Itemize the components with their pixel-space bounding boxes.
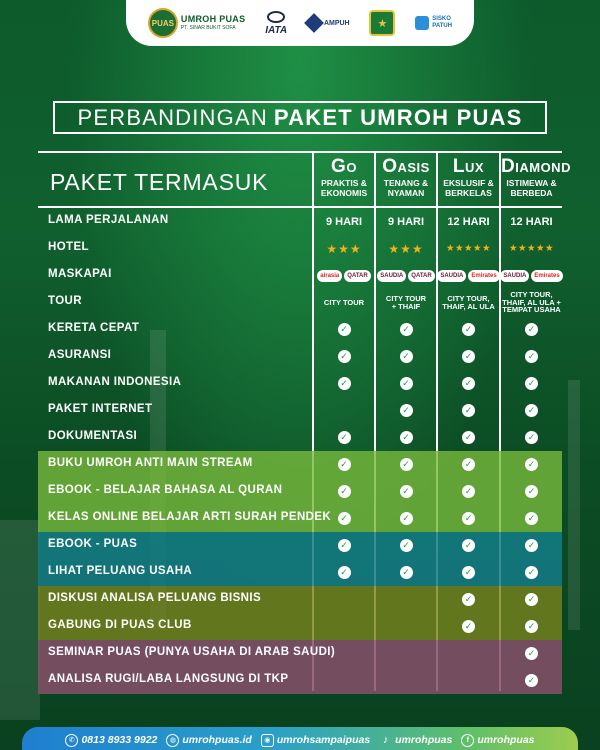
check-icon: ✓: [525, 431, 538, 444]
comparison-table: [38, 151, 571, 694]
ampuh-logo: AMPUH: [307, 16, 350, 30]
airline-logo: SAUDIA: [500, 270, 529, 282]
check-icon: ✓: [400, 350, 413, 363]
website-link[interactable]: ◍ umrohpuas.id: [166, 734, 251, 747]
phone-contact[interactable]: ✆ 0813 8933 9922: [65, 734, 157, 747]
check-icon: ✓: [525, 404, 538, 417]
package-oasis-header: OASIS TENANG & NYAMAN: [382, 156, 430, 198]
check-icon: ✓: [338, 377, 351, 390]
table-row: DISKUSI ANALISA PELUANG BISNIS ✓ ✓: [38, 586, 562, 613]
facebook-icon: f: [461, 734, 474, 747]
star-rating: ★★★★★: [508, 243, 555, 254]
table-row: SEMINAR PUAS (PUNYA USAHA DI ARAB SAUDI) ✓: [38, 640, 562, 667]
whatsapp-icon: ✆: [65, 734, 78, 747]
kemenag-logo: ★: [369, 10, 395, 36]
airline-logo: SAUDIA: [437, 270, 466, 282]
star-rating: ★★★: [388, 241, 424, 256]
check-icon: ✓: [462, 350, 475, 363]
package-diamond-header: DIAMOND ISTIMEWA & BERBEDA: [501, 156, 571, 198]
table-row: ASURANSI ✓ ✓ ✓ ✓: [38, 343, 562, 370]
check-icon: ✓: [525, 458, 538, 471]
table-row: BUKU UMROH ANTI MAIN STREAM ✓ ✓ ✓ ✓: [38, 451, 562, 478]
check-icon: ✓: [462, 431, 475, 444]
check-icon: ✓: [525, 377, 538, 390]
check-icon: ✓: [338, 323, 351, 336]
table-row: ANALISA RUGI/LABA LANGSUNG DI TKP ✓: [38, 667, 562, 694]
check-icon: ✓: [400, 458, 413, 471]
feature-rows: [38, 316, 562, 694]
check-icon: ✓: [525, 566, 538, 579]
check-icon: ✓: [400, 431, 413, 444]
check-icon: ✓: [338, 566, 351, 579]
table-row: KELAS ONLINE BELAJAR ARTI SURAH PENDEK ✓ ✓ ✓ ✓: [38, 505, 562, 532]
check-icon: ✓: [462, 458, 475, 471]
table-row: PAKET INTERNET ✓ ✓ ✓: [38, 397, 562, 424]
check-icon: ✓: [338, 539, 351, 552]
check-icon: ✓: [462, 566, 475, 579]
check-icon: ✓: [400, 485, 413, 498]
table-row: LAMA PERJALANAN 9 HARI 9 HARI 12 HARI 12 HARI: [48, 214, 553, 228]
check-icon: ✓: [400, 539, 413, 552]
check-icon: ✓: [525, 539, 538, 552]
header-label: PAKET TERMASUK: [50, 169, 269, 195]
check-icon: ✓: [462, 323, 475, 336]
check-icon: ✓: [525, 350, 538, 363]
airline-logo: SAUDIA: [377, 270, 406, 282]
table-row: MAKANAN INDONESIA ✓ ✓ ✓ ✓: [38, 370, 562, 397]
star-rating: ★★★★★: [445, 243, 492, 254]
check-icon: ✓: [525, 512, 538, 525]
check-icon: ✓: [338, 431, 351, 444]
globe-icon: ◍: [166, 734, 179, 747]
table-row: EBOOK - PUAS ✓ ✓ ✓ ✓: [38, 532, 562, 559]
check-icon: ✓: [462, 593, 475, 606]
check-icon: ✓: [462, 620, 475, 633]
table-header: [38, 151, 571, 208]
check-icon: ✓: [525, 323, 538, 336]
check-icon: ✓: [338, 485, 351, 498]
sisko-patuh-logo: SISKO PATUH: [415, 16, 452, 30]
table-row: GABUNG DI PUAS CLUB ✓ ✓: [38, 613, 562, 640]
check-icon: ✓: [400, 512, 413, 525]
package-lux-header: LUX EKSLUSIF & BERKELAS: [443, 156, 494, 198]
check-icon: ✓: [525, 674, 538, 687]
table-row: KERETA CEPAT ✓ ✓ ✓ ✓: [38, 316, 562, 343]
check-icon: ✓: [338, 458, 351, 471]
instagram-icon: ◉: [261, 734, 274, 747]
airline-logo: QATAR: [408, 270, 434, 282]
page-title: PERBANDINGAN PAKET UMROH PUAS: [53, 101, 547, 134]
check-icon: ✓: [462, 404, 475, 417]
check-icon: ✓: [525, 593, 538, 606]
check-icon: ✓: [525, 485, 538, 498]
table-row: LIHAT PELUANG USAHA ✓ ✓ ✓ ✓: [38, 559, 562, 586]
check-icon: ✓: [400, 323, 413, 336]
partner-logo-bar: [126, 0, 474, 46]
check-icon: ✓: [462, 485, 475, 498]
table-row: HOTEL ★★★ ★★★ ★★★★★ ★★★★★: [48, 241, 555, 256]
tiktok-link[interactable]: ♪ umrohpuas: [379, 734, 452, 747]
facebook-link[interactable]: f umrohpuas: [461, 734, 534, 747]
table-row: MASKAPAI airasia QATAR SAUDIA QATAR SAUDIA Emirates SAUDIA Emirates: [38, 262, 562, 289]
check-icon: ✓: [462, 512, 475, 525]
check-icon: ✓: [400, 404, 413, 417]
check-icon: ✓: [462, 539, 475, 552]
contact-footer: [22, 727, 578, 750]
table-row: EBOOK - BELAJAR BAHASA AL QURAN ✓ ✓ ✓ ✓: [38, 478, 562, 505]
airline-logo: QATAR: [344, 270, 370, 282]
instagram-link[interactable]: ◉ umrohsampaipuas: [261, 734, 370, 747]
check-icon: ✓: [525, 620, 538, 633]
table-row: DOKUMENTASI ✓ ✓ ✓ ✓: [38, 424, 562, 451]
check-icon: ✓: [338, 512, 351, 525]
check-icon: ✓: [525, 647, 538, 660]
tiktok-icon: ♪: [382, 734, 389, 746]
airline-logo: Emirates: [468, 270, 499, 282]
check-icon: ✓: [400, 566, 413, 579]
check-icon: ✓: [462, 377, 475, 390]
umroh-puas-logo: PUAS UMROH PUAS PT. SINAR BUKIT SOFA: [148, 8, 246, 38]
airline-logo: airasia: [317, 270, 342, 282]
table-row: TOUR CITY TOUR CITY TOUR + THAIF CITY TOUR, THAIF, AL ULA CITY TOUR, THAIF, AL ULA + TEMPAT USAHA: [48, 289, 561, 315]
star-rating: ★★★: [326, 241, 362, 256]
check-icon: ✓: [400, 377, 413, 390]
package-go-header: GO PRAKTIS & EKONOMIS: [320, 156, 368, 198]
iata-logo: IATA: [265, 11, 287, 36]
check-icon: ✓: [338, 350, 351, 363]
airline-logo: Emirates: [531, 270, 562, 282]
